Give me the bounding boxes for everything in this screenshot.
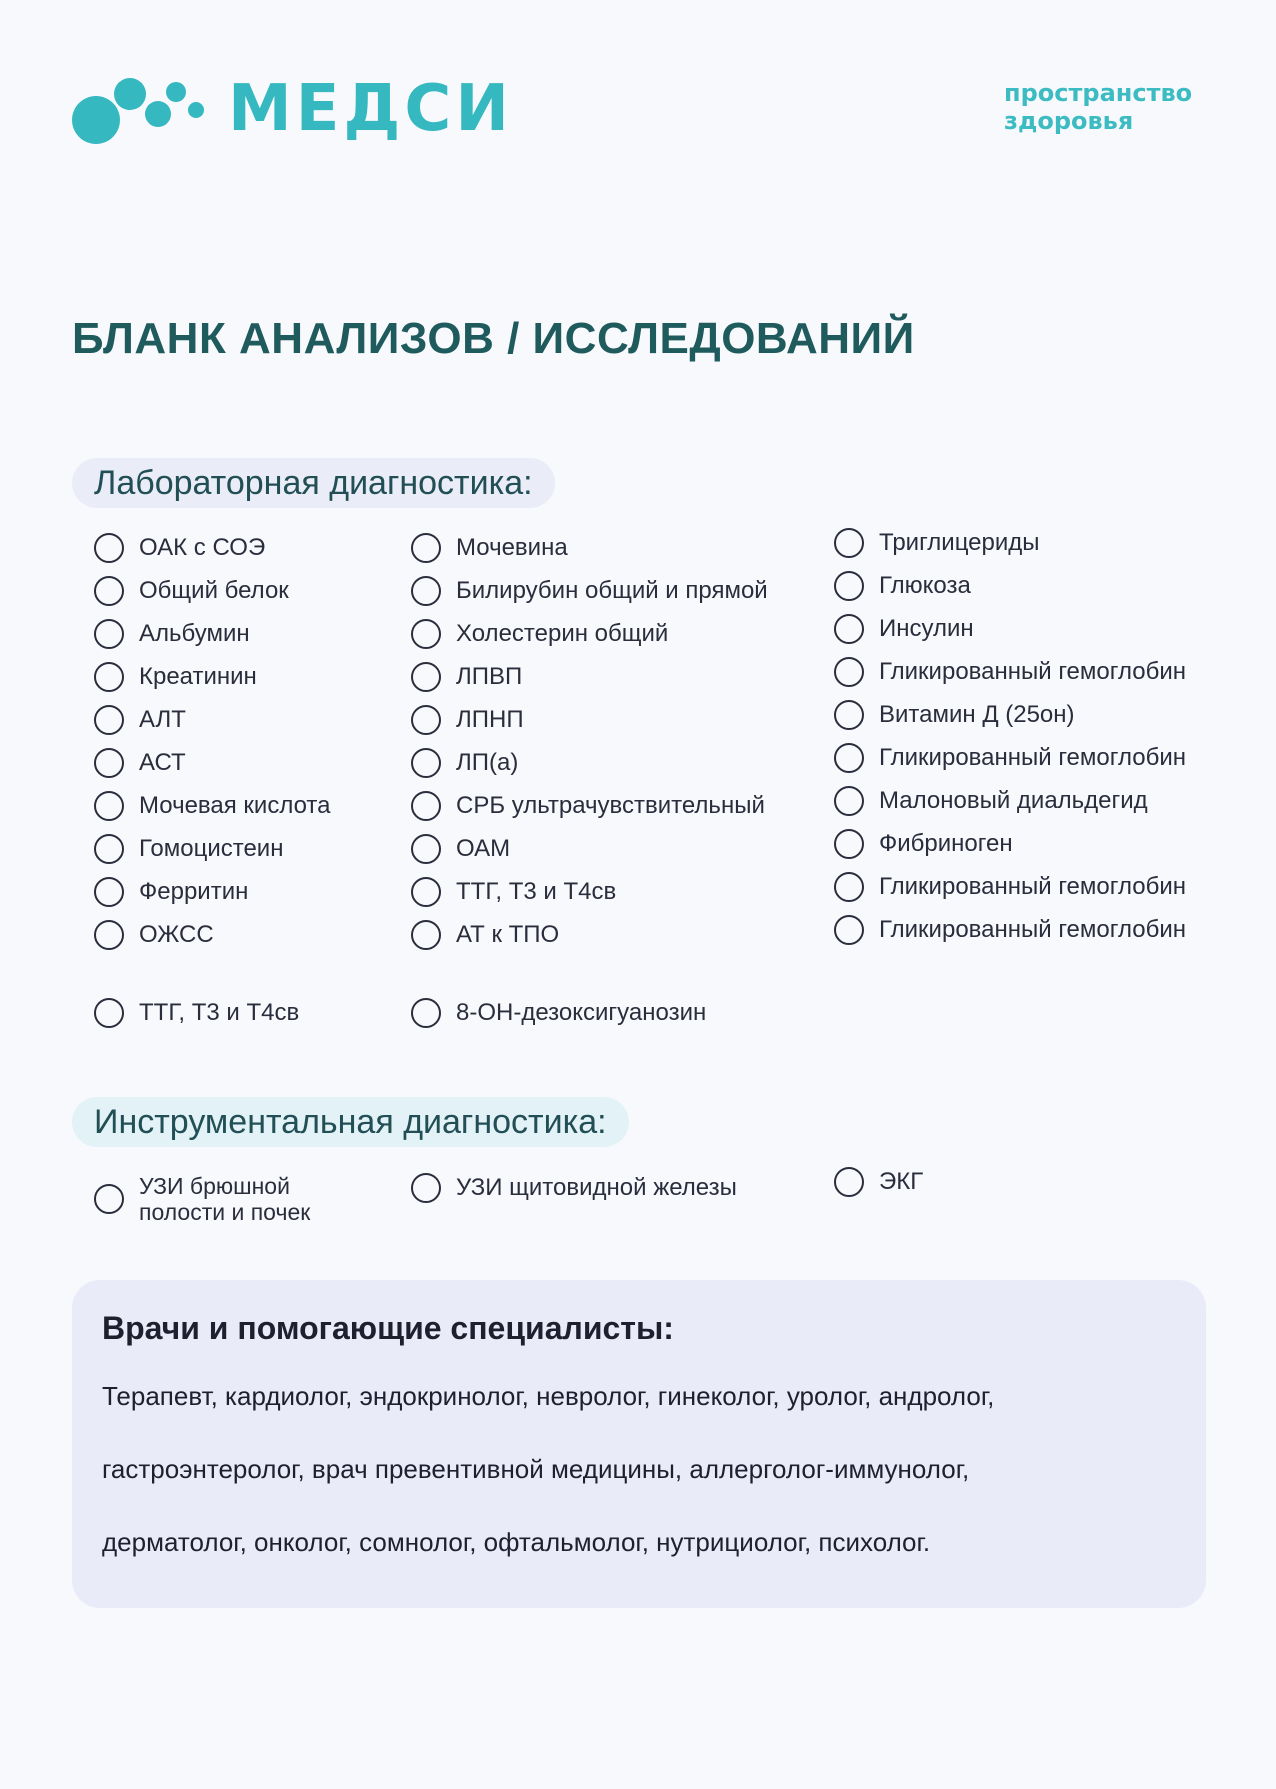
- radio-circle-icon[interactable]: [411, 920, 441, 950]
- radio-circle-icon[interactable]: [411, 533, 441, 563]
- lab-option[interactable]: [834, 528, 1040, 558]
- lab-option[interactable]: [834, 571, 971, 601]
- radio-circle-icon[interactable]: [94, 834, 124, 864]
- radio-circle-icon[interactable]: [94, 1184, 124, 1214]
- option-label: ЛП(а): [456, 749, 519, 776]
- radio-circle-icon[interactable]: [94, 662, 124, 692]
- doctors-line: гастроэнтеролог, врач превентивной медицины, аллерголог-иммунолог,: [102, 1454, 970, 1484]
- option-label: Гликированный гемоглобин: [879, 916, 1186, 943]
- lab-option[interactable]: [834, 614, 974, 644]
- tagline: [1004, 79, 1204, 135]
- option-label: АЛТ: [139, 706, 186, 733]
- option-label: ЛПВП: [456, 663, 523, 690]
- option-label: Ферритин: [139, 878, 249, 905]
- lab-option[interactable]: [834, 872, 1186, 902]
- option-label: АТ к ТПО: [456, 921, 560, 948]
- radio-circle-icon[interactable]: [411, 791, 441, 821]
- option-label: ТТГ, Т3 и Т4св: [456, 878, 617, 905]
- option-label: Мочевая кислота: [139, 792, 331, 819]
- radio-circle-icon[interactable]: [411, 834, 441, 864]
- lab-option[interactable]: [94, 533, 265, 563]
- option-label: Триглицериды: [879, 529, 1040, 556]
- option-label: Креатинин: [139, 663, 257, 690]
- lab-option[interactable]: [411, 834, 510, 864]
- radio-circle-icon[interactable]: [94, 748, 124, 778]
- option-label: Глюкоза: [879, 572, 971, 599]
- lab-option[interactable]: [94, 834, 283, 864]
- radio-circle-icon[interactable]: [94, 998, 124, 1028]
- option-label: Инсулин: [879, 615, 974, 642]
- option-label: Билирубин общий и прямой: [456, 577, 768, 604]
- option-label: Общий белок: [139, 577, 289, 604]
- lab-option[interactable]: [94, 877, 248, 907]
- radio-circle-icon[interactable]: [834, 528, 864, 558]
- lab-option[interactable]: [411, 662, 522, 692]
- option-label: ОЖСС: [139, 921, 214, 948]
- option-label: Гликированный гемоглобин: [879, 873, 1186, 900]
- radio-circle-icon[interactable]: [834, 786, 864, 816]
- doctors-panel: [72, 1280, 1206, 1608]
- radio-circle-icon[interactable]: [94, 619, 124, 649]
- option-label: ТТГ, Т3 и Т4св: [139, 999, 300, 1026]
- lab-option[interactable]: [834, 743, 1186, 773]
- lab-option[interactable]: [94, 791, 331, 821]
- option-label: 8-ОН-дезоксигуанозин: [456, 999, 707, 1026]
- option-label: Витамин Д (25он): [879, 701, 1075, 728]
- option-label: СРБ ультрачувствительный: [456, 792, 765, 819]
- medsi-logo: [70, 70, 530, 150]
- lab-option[interactable]: [411, 920, 559, 950]
- radio-circle-icon[interactable]: [411, 576, 441, 606]
- option-label: УЗИ брюшной полости и почек: [139, 1173, 311, 1225]
- radio-circle-icon[interactable]: [94, 920, 124, 950]
- lab-option[interactable]: [411, 791, 765, 821]
- radio-circle-icon[interactable]: [94, 533, 124, 563]
- lab-option[interactable]: [834, 657, 1186, 687]
- instrumental-option[interactable]: [411, 1173, 737, 1203]
- instrumental-option[interactable]: [834, 1167, 923, 1197]
- lab-option[interactable]: [834, 700, 1075, 730]
- radio-circle-icon[interactable]: [94, 705, 124, 735]
- radio-circle-icon[interactable]: [834, 1167, 864, 1197]
- radio-circle-icon[interactable]: [411, 877, 441, 907]
- option-label: Альбумин: [139, 620, 250, 647]
- instrumental-option[interactable]: [94, 1173, 339, 1225]
- lab-option[interactable]: [834, 829, 1013, 859]
- lab-section-heading: Лабораторная диагностика:: [72, 458, 555, 508]
- option-label: Гликированный гемоглобин: [879, 658, 1186, 685]
- option-label: УЗИ щитовидной железы: [456, 1174, 737, 1201]
- radio-circle-icon[interactable]: [834, 829, 864, 859]
- radio-circle-icon[interactable]: [411, 619, 441, 649]
- radio-circle-icon[interactable]: [411, 998, 441, 1028]
- radio-circle-icon[interactable]: [834, 700, 864, 730]
- lab-option[interactable]: [411, 619, 668, 649]
- lab-option[interactable]: [834, 786, 1148, 816]
- doctors-line: Терапевт, кардиолог, эндокринолог, невролог, гинеколог, уролог, андролог,: [102, 1381, 995, 1411]
- lab-option[interactable]: [94, 920, 214, 950]
- doctors-line: дерматолог, онколог, сомнолог, офтальмолог, нутрициолог, психолог.: [102, 1527, 931, 1557]
- radio-circle-icon[interactable]: [834, 614, 864, 644]
- lab-option[interactable]: [411, 998, 706, 1028]
- option-label: ЛПНП: [456, 706, 524, 733]
- page-title: БЛАНК АНАЛИЗОВ / ИССЛЕДОВАНИЙ: [72, 314, 915, 363]
- radio-circle-icon[interactable]: [834, 743, 864, 773]
- radio-circle-icon[interactable]: [834, 915, 864, 945]
- radio-circle-icon[interactable]: [834, 872, 864, 902]
- doctors-heading: Врачи и помогающие специалисты:: [102, 1310, 674, 1346]
- option-label: Фибриноген: [879, 830, 1013, 857]
- option-label: ОАК с СОЭ: [139, 534, 266, 561]
- option-label: Мочевина: [456, 534, 568, 561]
- lab-option[interactable]: [411, 705, 524, 735]
- tagline-line-1: пространство: [1004, 79, 1193, 107]
- radio-circle-icon[interactable]: [834, 571, 864, 601]
- option-label: Холестерин общий: [456, 620, 669, 647]
- radio-circle-icon[interactable]: [94, 791, 124, 821]
- option-label: ОАМ: [456, 835, 511, 862]
- radio-circle-icon[interactable]: [834, 657, 864, 687]
- lab-option[interactable]: [94, 576, 289, 606]
- radio-circle-icon[interactable]: [94, 877, 124, 907]
- option-label: Малоновый диальдегид: [879, 787, 1148, 814]
- lab-option[interactable]: [94, 705, 186, 735]
- lab-option[interactable]: [834, 915, 1186, 945]
- lab-option[interactable]: [411, 877, 616, 907]
- logo-dots-icon: [70, 70, 210, 150]
- lab-option[interactable]: [411, 533, 568, 563]
- option-label: АСТ: [139, 749, 186, 776]
- instrumental-section-heading: Инструментальная диагностика:: [72, 1097, 629, 1147]
- radio-circle-icon[interactable]: [411, 1173, 441, 1203]
- lab-option[interactable]: [411, 576, 768, 606]
- radio-circle-icon[interactable]: [411, 748, 441, 778]
- radio-circle-icon[interactable]: [411, 662, 441, 692]
- brand-name: МЕДСИ: [228, 72, 513, 146]
- radio-circle-icon[interactable]: [94, 576, 124, 606]
- option-label: Гликированный гемоглобин: [879, 744, 1186, 771]
- lab-option[interactable]: [94, 998, 299, 1028]
- radio-circle-icon[interactable]: [411, 705, 441, 735]
- lab-option[interactable]: [94, 748, 186, 778]
- lab-option[interactable]: [94, 619, 250, 649]
- tagline-line-2: здоровья: [1004, 107, 1134, 135]
- option-label: ЭКГ: [879, 1168, 924, 1195]
- lab-option[interactable]: [411, 748, 518, 778]
- lab-option[interactable]: [94, 662, 257, 692]
- option-label: Гомоцистеин: [139, 835, 284, 862]
